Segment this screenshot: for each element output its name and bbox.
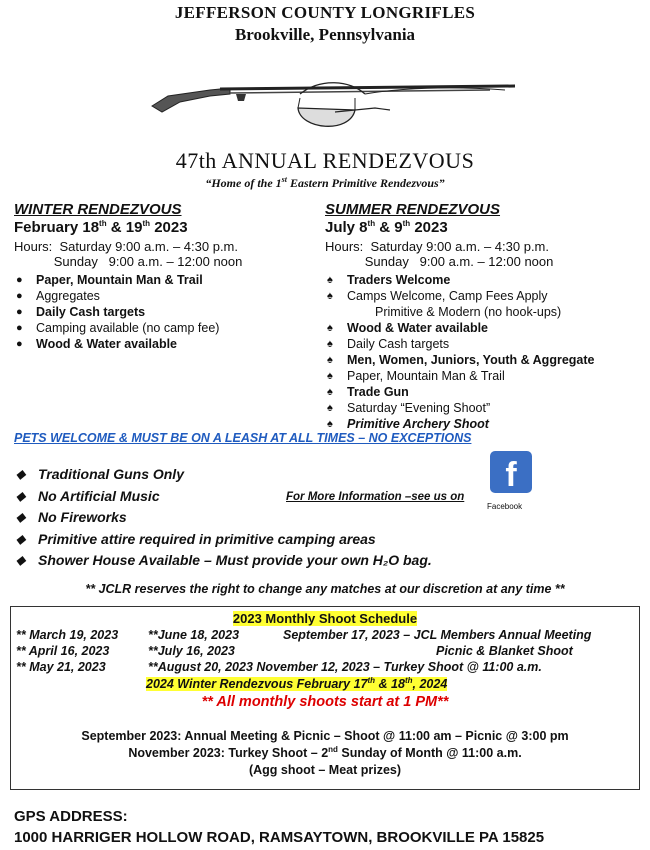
- spade-bullet-icon: ♠: [327, 338, 333, 350]
- diamond-bullet-icon: ◆: [16, 531, 26, 546]
- annual-title: 47th ANNUAL RENDEZVOUS: [175, 148, 475, 173]
- schedule-date: ** May 21, 2023: [16, 660, 106, 674]
- winter-hours-saturday: Hours: Saturday 9:00 a.m. – 4:30 p.m.: [14, 239, 239, 254]
- round-bullet-icon: ●: [16, 338, 23, 350]
- spade-bullet-icon: ♠: [327, 354, 333, 366]
- reserve-notice: ** JCLR reserves the right to change any matches at our discretion at any time **: [85, 582, 565, 596]
- schedule-title: 2023 Monthly Shoot Schedule: [232, 611, 418, 626]
- tagline: “Home of the 1st Eastern Primitive Rendezvous”: [205, 175, 445, 190]
- list-item: ◆ Shower House Available – Must provide your own H₂O bag.: [16, 550, 432, 572]
- september-info: September 2023: Annual Meeting & Picnic – Shoot @ 11:00 am – Picnic @ 3:00 pm: [81, 729, 569, 743]
- november-info: November 2023: Turkey Shoot – 2nd Sunday of Month @ 11:00 a.m.: [128, 744, 522, 760]
- schedule-date: ** March 19, 2023: [16, 628, 119, 642]
- winter-2024-notice: 2024 Winter Rendezvous February 17th & 18th, 2024: [146, 675, 448, 691]
- list-item: Primitive & Modern (no hook-ups): [375, 305, 562, 319]
- diamond-bullet-icon: ◆: [16, 553, 26, 567]
- spade-bullet-icon: ♠: [327, 386, 333, 398]
- agg-shoot-info: (Agg shoot – Meat prizes): [248, 763, 402, 777]
- schedule-date: ** April 16, 2023: [16, 644, 110, 658]
- summer-hours-sunday: Sunday 9:00 a.m. – 12:00 noon: [325, 254, 554, 269]
- spade-bullet-icon: ♠: [327, 418, 333, 430]
- gps-address: 1000 HARRIGER HOLLOW ROAD, RAMSAYTOWN, BROOKVILLE PA 15825: [14, 829, 545, 846]
- list-item: ◆ Primitive attire required in primitive camping areas: [16, 529, 432, 551]
- schedule-date: September 17, 2023 – JCL Members Annual Meeting: [283, 628, 592, 642]
- round-bullet-icon: ●: [16, 274, 23, 286]
- diamond-bullet-icon: ◆: [16, 488, 26, 503]
- club-title: JEFFERSON COUNTY LONGRIFLES: [174, 3, 476, 22]
- gps-label: GPS ADDRESS:: [14, 808, 128, 825]
- round-bullet-icon: ●: [16, 306, 23, 318]
- spade-bullet-icon: ♠: [327, 370, 333, 382]
- list-item: ◆ No Fireworks: [16, 507, 432, 529]
- spade-bullet-icon: ♠: [327, 322, 333, 334]
- list-item: ● Aggregates: [16, 289, 100, 303]
- list-item: ◆ No Artificial Music: [16, 486, 432, 508]
- winter-list: [14, 272, 314, 352]
- more-info-link[interactable]: For More Information –see us on: [286, 491, 465, 503]
- summer-section: [325, 201, 645, 432]
- list-item: ♠ Men, Women, Juniors, Youth & Aggregate: [327, 353, 595, 367]
- list-item: ♠ Wood & Water available: [327, 321, 489, 335]
- facebook-icon[interactable]: f: [490, 451, 532, 493]
- round-bullet-icon: ●: [16, 322, 23, 334]
- summer-dates: July 8th & 9th 2023: [325, 219, 448, 236]
- summer-list: [325, 272, 645, 432]
- winter-hours-sunday: Sunday 9:00 a.m. – 12:00 noon: [14, 254, 243, 269]
- longrifle-logo: [150, 68, 520, 136]
- list-item: ♠ Primitive Archery Shoot: [327, 417, 489, 431]
- list-item: ♠ Saturday “Evening Shoot”: [327, 401, 491, 415]
- winter-heading: WINTER RENDEZVOUS: [14, 201, 182, 218]
- schedule-date: **July 16, 2023: [148, 644, 235, 658]
- list-item: ♠ Daily Cash targets: [327, 337, 450, 351]
- list-item: ♠ Trade Gun: [327, 385, 409, 399]
- diamond-bullet-icon: ◆: [16, 510, 26, 524]
- club-location: Brookville, Pennsylvania: [234, 25, 416, 44]
- facebook-label: Facebook: [487, 502, 523, 511]
- schedule-date: **June 18, 2023: [148, 628, 240, 642]
- list-item: ● Paper, Mountain Man & Trail: [16, 273, 203, 287]
- diamond-bullet-icon: ◆: [16, 467, 26, 481]
- round-bullet-icon: ●: [16, 290, 23, 302]
- list-item: ♠ Camps Welcome, Camp Fees Apply: [327, 289, 548, 303]
- spade-bullet-icon: ♠: [327, 290, 333, 302]
- summer-heading: SUMMER RENDEZVOUS: [325, 201, 501, 218]
- spade-bullet-icon: ♠: [327, 402, 333, 414]
- start-time-notice: ** All monthly shoots start at 1 PM**: [201, 694, 449, 710]
- list-item: ● Daily Cash targets: [16, 305, 146, 319]
- list-item: ♠ Paper, Mountain Man & Trail: [327, 369, 505, 383]
- pets-notice: PETS WELCOME & MUST BE ON A LEASH AT ALL TIMES – NO EXCEPTIONS: [14, 431, 472, 445]
- schedule-date: Picnic & Blanket Shoot: [436, 644, 573, 658]
- summer-hours-saturday: Hours: Saturday 9:00 a.m. – 4:30 p.m.: [325, 239, 550, 254]
- winter-section: [14, 201, 314, 352]
- schedule-date: **August 20, 2023 November 12, 2023 – Turkey Shoot @ 11:00 a.m.: [148, 660, 542, 674]
- list-item: ♠ Traders Welcome: [327, 273, 451, 287]
- spade-bullet-icon: ♠: [327, 274, 333, 286]
- list-item: ● Wood & Water available: [16, 337, 178, 351]
- rules-list: [16, 464, 432, 572]
- list-item: ◆ Traditional Guns Only: [16, 464, 432, 486]
- winter-dates: February 18th & 19th 2023: [14, 219, 188, 236]
- list-item: ● Camping available (no camp fee): [16, 321, 220, 335]
